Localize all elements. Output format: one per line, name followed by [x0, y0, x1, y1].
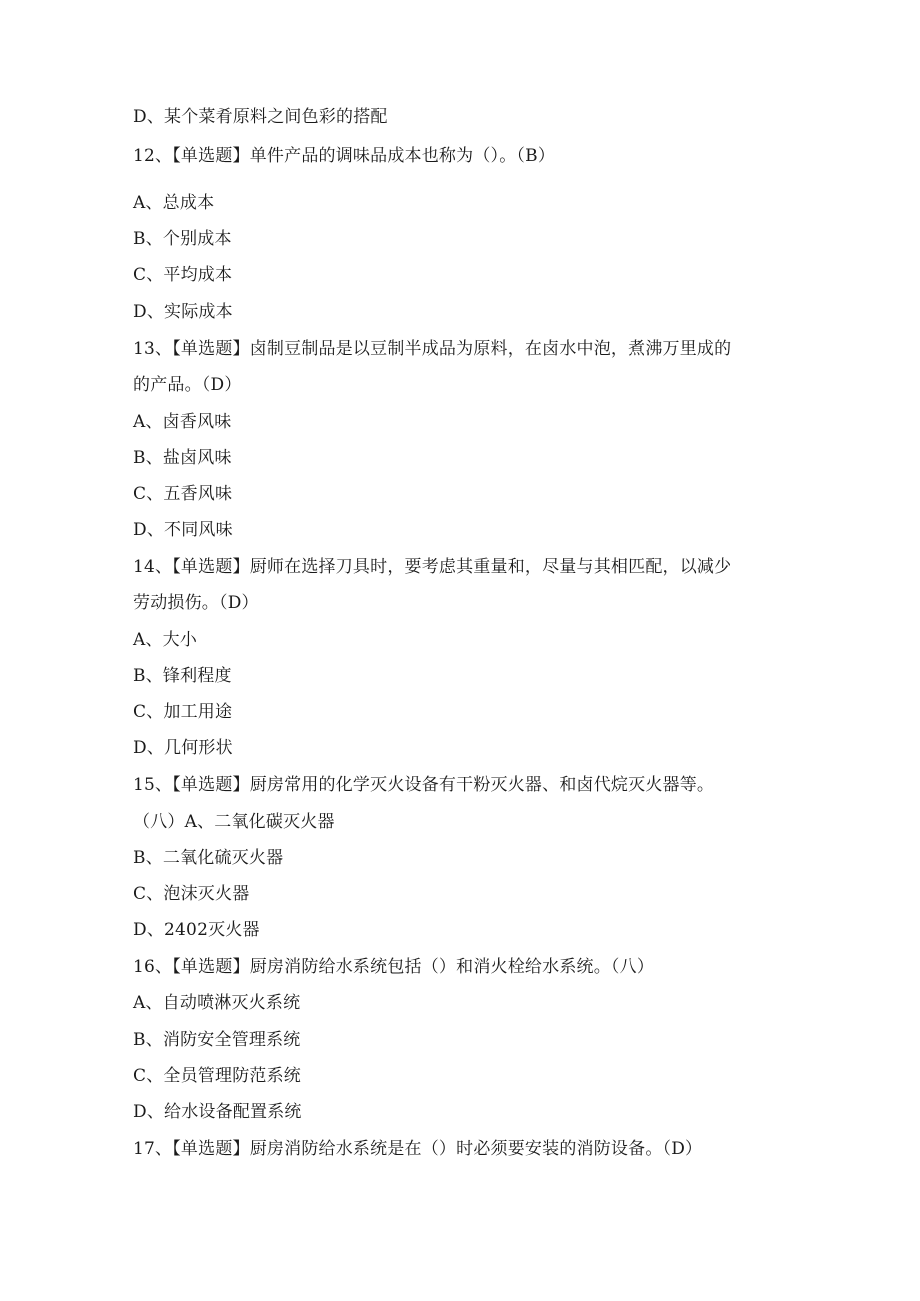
q14-option-a: A、大小 — [133, 630, 198, 650]
q13-option-d: D、不同风味 — [133, 520, 233, 540]
q14-option-b: B、锋利程度 — [133, 666, 232, 686]
q14-option-d: D、几何形状 — [133, 738, 233, 758]
q14-question: 14、【单选题】厨师在选择刀具时，要考虑其重量和，尽量与其相匹配，以减少 — [133, 557, 732, 577]
q15-question: 15、【单选题】厨房常用的化学灭火设备有干粉灭火器、和卤代烷灭火器等。 — [133, 775, 715, 795]
q15-option-b: B、二氧化硫灭火器 — [133, 848, 284, 868]
q13-option-c: C、五香风味 — [133, 484, 233, 504]
q15-answer-option-a: （八）A、二氧化碳灭火器 — [133, 812, 335, 832]
q13-option-a: A、卤香风味 — [133, 412, 232, 432]
q13-question: 13、【单选题】卤制豆制品是以豆制半成品为原料，在卤水中泡，煮沸万里成的 — [133, 339, 732, 359]
q16-option-a: A、自动喷淋灭火系统 — [133, 993, 301, 1013]
q16-option-c: C、全员管理防范系统 — [133, 1066, 302, 1086]
q16-question: 16、【单选题】厨房消防给水系统包括（）和消火栓给水系统。（八） — [133, 957, 655, 977]
q16-option-b: B、消防安全管理系统 — [133, 1030, 301, 1050]
q15-option-c: C、泡沫灭火器 — [133, 884, 250, 904]
q13-question-continued: 的产品。（D） — [133, 375, 242, 395]
q16-option-d: D、给水设备配置系统 — [133, 1102, 302, 1122]
q12-option-a: A、总成本 — [133, 193, 215, 213]
q17-question: 17、【单选题】厨房消防给水系统是在（）时必须要安装的消防设备。（D） — [133, 1139, 703, 1159]
q14-question-continued: 劳动损伤。（D） — [133, 593, 259, 613]
q13-option-b: B、盐卤风味 — [133, 448, 232, 468]
q14-option-c: C、加工用途 — [133, 702, 233, 722]
q15-option-d: D、2402灭火器 — [133, 920, 260, 940]
q12-question: 12、【单选题】单件产品的调味品成本也称为（）。（B） — [133, 146, 556, 166]
q12-option-b: B、个别成本 — [133, 229, 232, 249]
q12-option-d: D、实际成本 — [133, 302, 233, 322]
q12-option-c: C、平均成本 — [133, 265, 233, 285]
q11-option-d: D、某个菜肴原料之间色彩的搭配 — [133, 107, 388, 127]
